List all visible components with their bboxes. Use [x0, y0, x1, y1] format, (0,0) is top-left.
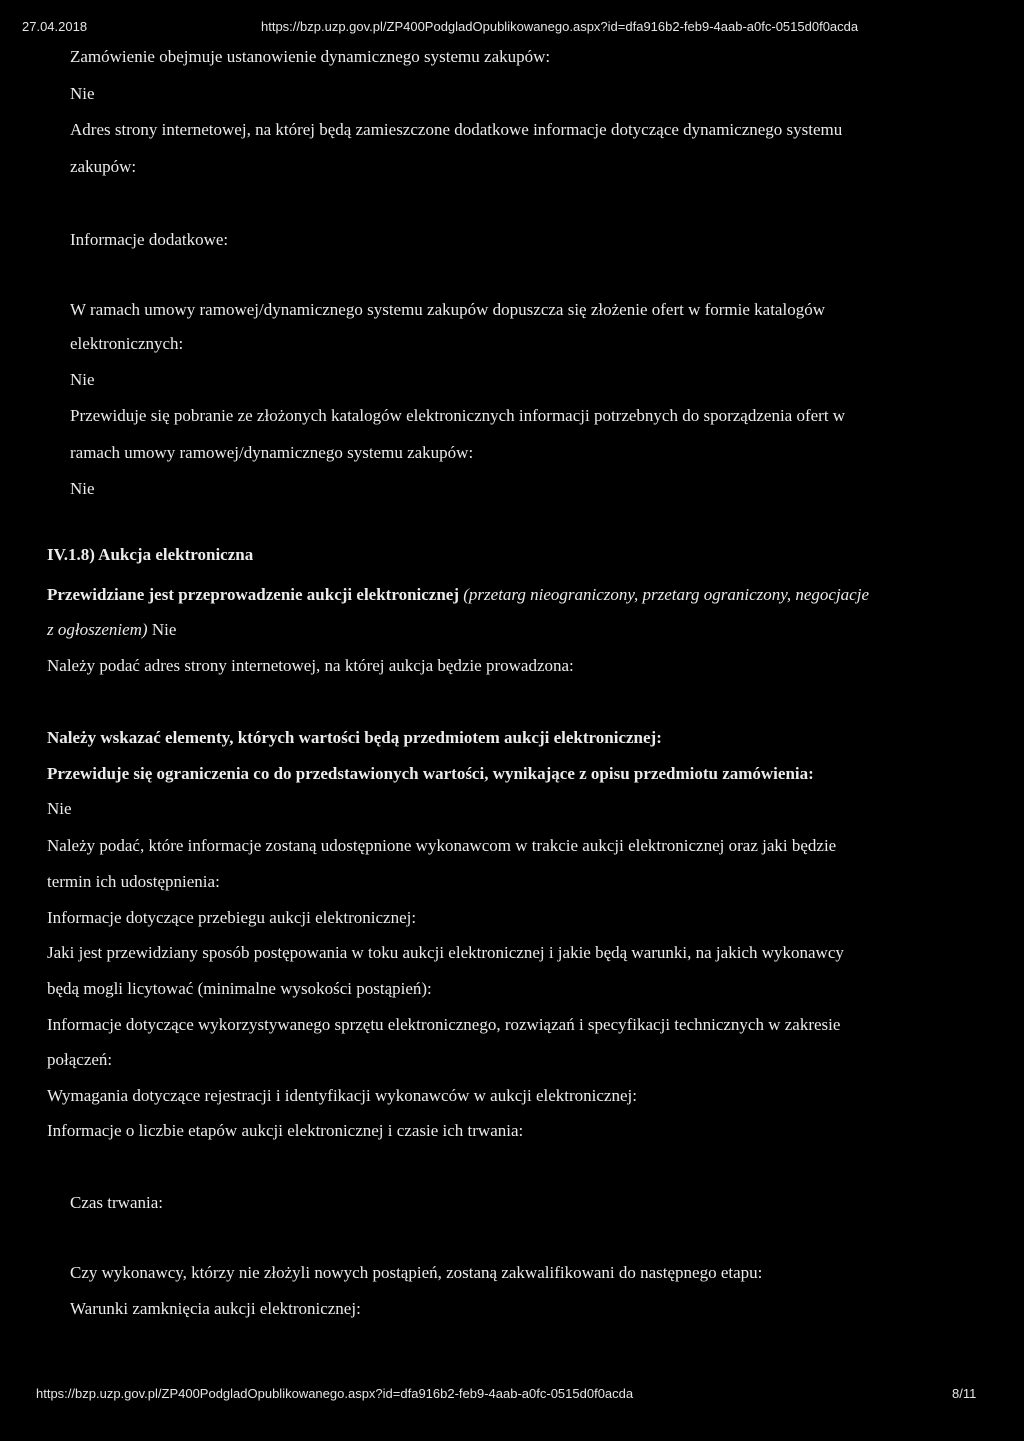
additional-info-label: Informacje dodatkowe:	[70, 230, 229, 249]
auction-elements-label: Należy wskazać elementy, których wartości będą przedmiotem aukcji elektronicznej:	[47, 728, 662, 747]
restrictions-answer: Nie	[47, 799, 72, 818]
catalog-question-line-1: W ramach umowy ramowej/dynamicznego systemu zakupów dopuszcza się złożenie ofert w formie katalogów	[70, 300, 825, 319]
dps-address-line-2: zakupów:	[70, 157, 137, 176]
procedure-line-2: będą mogli licytować (minimalne wysokości postąpień):	[47, 979, 432, 998]
progress-info-label: Informacje dotyczące przebiegu aukcji elektronicznej:	[47, 908, 417, 927]
footer-url[interactable]: https://bzp.uzp.gov.pl/ZP400PodgladOpublikowanego.aspx?id=dfa916b2-feb9-4aab-a0fc-0515d0f0acda	[36, 1386, 634, 1401]
restrictions-label: Przewiduje się ograniczenia co do przedstawionych wartości, wynikające z opisu przedmiotu zamówienia:	[47, 764, 814, 783]
auction-question-bold: Przewidziane jest przeprowadzenie aukcji elektronicznej	[47, 585, 459, 604]
page-number: 8/11	[952, 1386, 977, 1401]
auction-question-italic-2: z ogłoszeniem)	[47, 620, 148, 639]
procedure-line-1: Jaki jest przewidziany sposób postępowania w toku aukcji elektronicznej i jakie będą warunki, na jakich wykonawcy	[47, 943, 844, 962]
info-shared-line-2: termin ich udostępnienia:	[47, 872, 220, 891]
header-url[interactable]: https://bzp.uzp.gov.pl/ZP400PodgladOpublikowanego.aspx?id=dfa916b2-feb9-4aab-a0fc-0515d0f0acda	[261, 19, 859, 34]
registration-label: Wymagania dotyczące rejestracji i identyfikacji wykonawców w aukcji elektronicznej:	[47, 1086, 637, 1105]
catalog-answer: Nie	[70, 370, 95, 389]
info-shared-line-1: Należy podać, które informacje zostaną udostępnione wykonawcom w trakcie aukcji elektronicznej oraz jaki będzie	[47, 836, 837, 855]
dps-answer: Nie	[70, 84, 95, 103]
auction-address-label: Należy podać adres strony internetowej, na której aukcja będzie prowadzona:	[47, 656, 574, 675]
closing-label: Warunki zamknięcia aukcji elektronicznej:	[70, 1299, 361, 1318]
qualified-label: Czy wykonawcy, którzy nie złożyli nowych postąpień, zostaną zakwalifikowani do następnego etapu:	[70, 1263, 763, 1282]
duration-label: Czas trwania:	[70, 1193, 163, 1212]
stages-label: Informacje o liczbie etapów aukcji elektronicznej i czasie ich trwania:	[47, 1121, 524, 1140]
header-date: 27.04.2018	[22, 19, 88, 34]
equipment-line-2: połączeń:	[47, 1050, 113, 1069]
auction-question-line-1	[47, 585, 869, 605]
download-answer: Nie	[70, 479, 95, 498]
dps-question: Zamówienie obejmuje ustanowienie dynamicznego systemu zakupów:	[70, 47, 551, 66]
catalog-question-line-2: elektronicznych:	[70, 334, 184, 353]
section-title: IV.1.8) Aukcja elektroniczna	[47, 545, 254, 564]
auction-answer: Nie	[151, 620, 177, 639]
dps-address-line-1: Adres strony internetowej, na której będą zamieszczone dodatkowe informacje dotyczące dynamicznego systemu	[70, 120, 843, 139]
download-question-line-1: Przewiduje się pobranie ze złożonych katalogów elektronicznych informacji potrzebnych do sporządzenia ofert w	[70, 406, 846, 425]
download-question-line-2: ramach umowy ramowej/dynamicznego systemu zakupów:	[70, 443, 474, 462]
auction-question-italic: (przetarg nieograniczony, przetarg ograniczony, negocjacje	[463, 585, 869, 604]
auction-question-line-2	[47, 620, 176, 640]
equipment-line-1: Informacje dotyczące wykorzystywanego sprzętu elektronicznego, rozwiązań i specyfikacji technicznych w zakresie	[47, 1015, 841, 1034]
